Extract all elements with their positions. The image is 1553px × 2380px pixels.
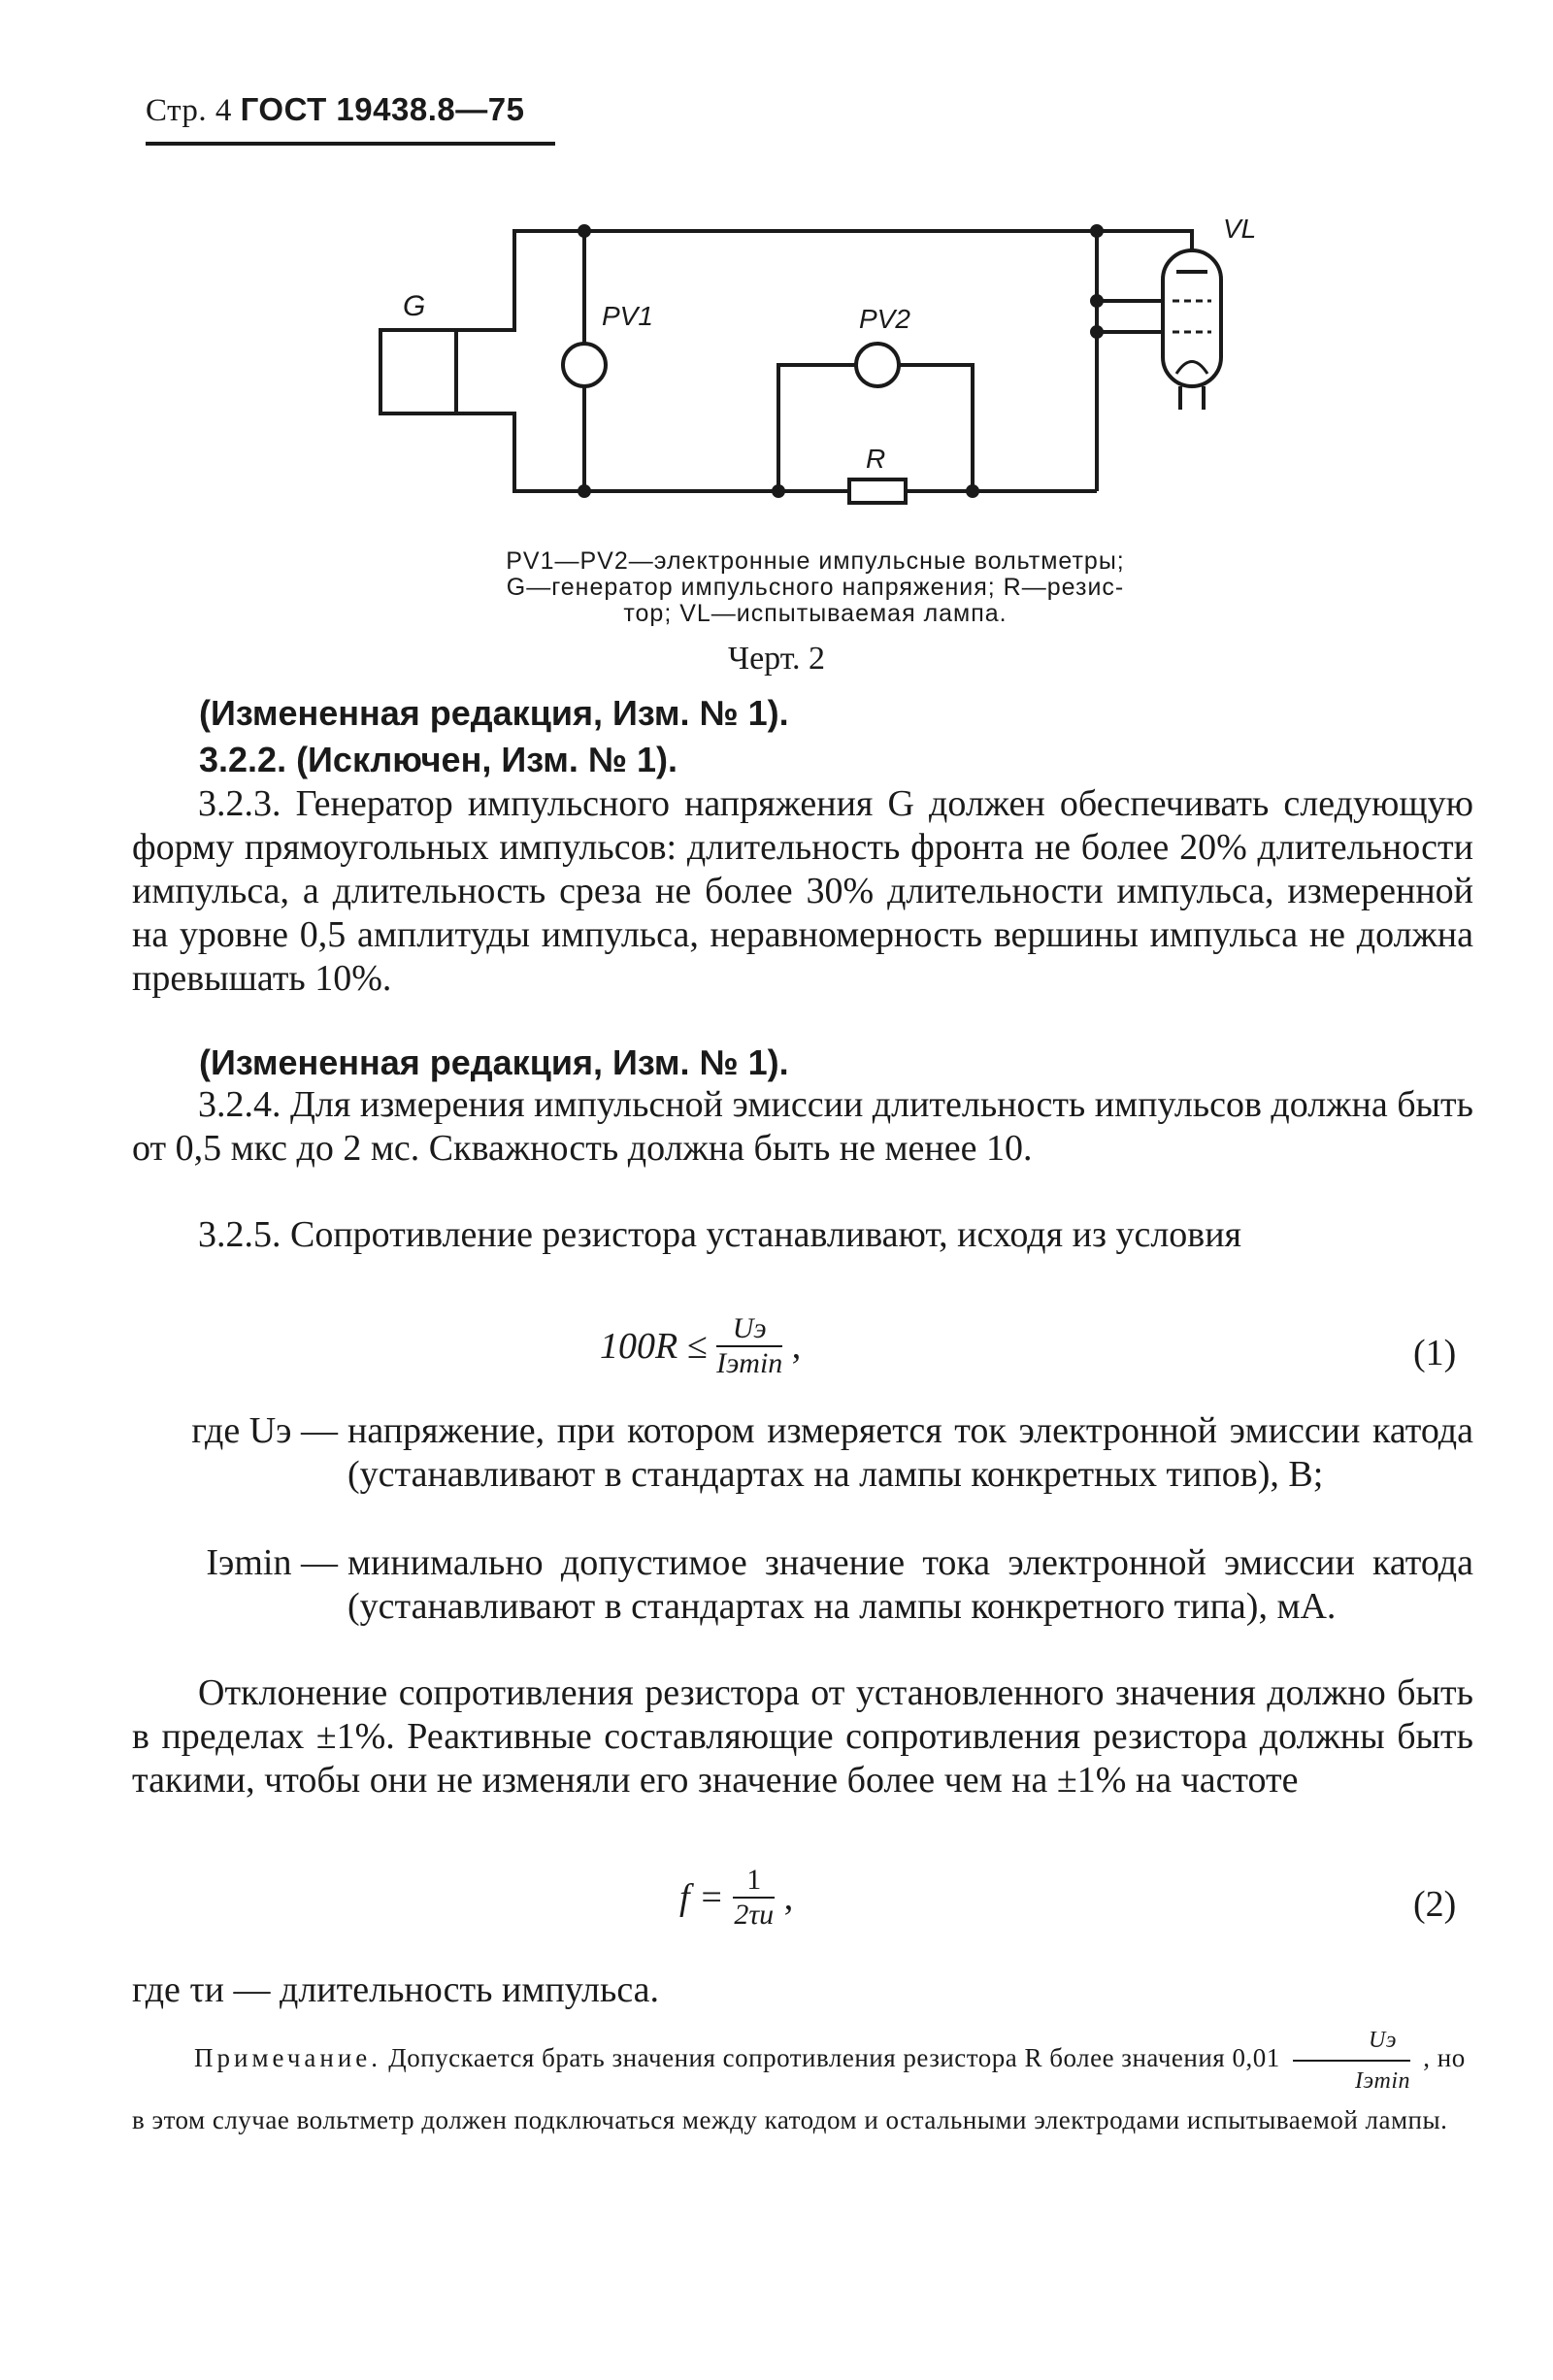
formula-2 <box>679 1864 793 1932</box>
clause-3-2-5: 3.2.5. Сопротивление резистора устанавливают, исходя из условия <box>198 1214 1242 1255</box>
pv2-label: PV2 <box>859 304 910 334</box>
caption-line: PV1—PV2—электронные импульсные вольтметры; <box>506 547 1125 575</box>
node <box>774 486 783 496</box>
wire-pv2-right <box>899 365 973 491</box>
figure-caption <box>417 548 1213 627</box>
lamp-label: VL <box>1223 214 1257 244</box>
node <box>1092 327 1102 337</box>
note-label: Примечание. <box>194 2043 382 2073</box>
formula-1-fraction <box>716 1312 782 1380</box>
page-header <box>146 91 524 129</box>
generator-box <box>380 330 456 413</box>
note-fraction-denominator: Iэmin <box>1354 2068 1411 2094</box>
standard-code: ГОСТ 19438.8—75 <box>240 91 525 127</box>
pv1-label: PV1 <box>602 301 653 331</box>
formula-1-tail: , <box>791 1326 802 1367</box>
deviation-paragraph: Отклонение сопротивления резистора от установленного значения должно быть в пределах ±1%. Реактивные составляющие сопротивления резистора должны быть такими, чтобы они не изменяли его значение более чем на ±1% на частоте <box>132 1672 1473 1801</box>
clause-3-2-2: 3.2.2. (Исключен, Изм. № 1). <box>199 740 677 779</box>
figure-label: Черт. 2 <box>727 641 826 677</box>
where-definition-u: напряжение, при котором измеряется ток электронной эмиссии катода (устанавливают в стандартах на лампы конкретных типов), В; <box>347 1410 1473 1495</box>
formula-2-lhs: f = <box>679 1877 724 1918</box>
note-text-1: Допускается брать значения сопротивления резистора R более значения 0,01 <box>388 2043 1280 2073</box>
clause-3-2-4: 3.2.4. Для измерения импульсной эмиссии длительность импульсов должна быть от 0,5 мкс до 2 мс. Скважность должна быть не менее 10. <box>132 1084 1473 1169</box>
note-fraction <box>1293 2021 1410 2100</box>
header-rule <box>146 142 555 146</box>
wire-pv2-left <box>778 365 856 491</box>
page-number: Стр. 4 <box>146 93 232 128</box>
note-text-2: , но в этом случае вольтметр должен подключаться между катодом и остальными электродами испытываемой лампы. <box>132 2043 1466 2134</box>
amendment-note: (Измененная редакция, Изм. № 1). <box>199 693 789 733</box>
pv1-meter <box>563 344 606 386</box>
formula-1 <box>600 1312 801 1380</box>
wire-lamp-anode <box>1097 231 1192 250</box>
note-block <box>132 2021 1473 2139</box>
note-fraction-numerator: Uэ <box>1293 2021 1410 2062</box>
where-term-i: Iэmin — <box>206 1542 338 1583</box>
equation-number-1: (1) <box>1413 1333 1457 1373</box>
caption-line: G—генератор импульсного напряжения; R—резис- <box>506 574 1125 601</box>
lamp-cathode <box>1176 362 1207 375</box>
node <box>1092 296 1102 306</box>
amendment-note: (Измененная редакция, Изм. № 1). <box>199 1042 789 1082</box>
caption-line: тор; VL—испытываемая лампа. <box>623 600 1008 627</box>
node <box>579 486 589 496</box>
wire-gen-top <box>456 231 1097 330</box>
node <box>579 226 589 236</box>
generator-label: G <box>403 290 426 322</box>
formula-2-tail: , <box>783 1877 794 1918</box>
where-definition-i: минимально допустимое значение тока электронной эмиссии катода (устанавливают в стандартах на лампы конкретного типа), мА. <box>347 1542 1473 1627</box>
equation-number-2: (2) <box>1413 1884 1457 1925</box>
circuit-diagram <box>359 204 1291 524</box>
resistor <box>849 479 906 503</box>
formula-1-lhs: 100R ≤ <box>600 1326 708 1367</box>
where-term-u: где Uэ — <box>191 1410 338 1451</box>
formula-1-denominator: Iэmin <box>716 1347 783 1379</box>
formula-1-numerator: Uэ <box>716 1312 782 1347</box>
where-tau: где τи — длительность импульса. <box>132 1969 660 2010</box>
node <box>968 486 977 496</box>
formula-2-numerator: 1 <box>733 1864 775 1899</box>
resistor-label: R <box>866 444 886 474</box>
formula-2-fraction <box>733 1864 775 1932</box>
pv2-meter <box>856 344 899 386</box>
clause-3-2-3: 3.2.3. Генератор импульсного напряжения G должен обеспечивать следующую форму прямоугольных импульсов: длительность фронта не более 20% длительности импульса, а длительность среза не более 30% длительности импульса, измеренной на уровне 0,5 амплитуды импульса, неравномерность вершины импульса не должна превышать 10%. <box>132 783 1473 999</box>
formula-2-denominator: 2τи <box>734 1899 775 1931</box>
